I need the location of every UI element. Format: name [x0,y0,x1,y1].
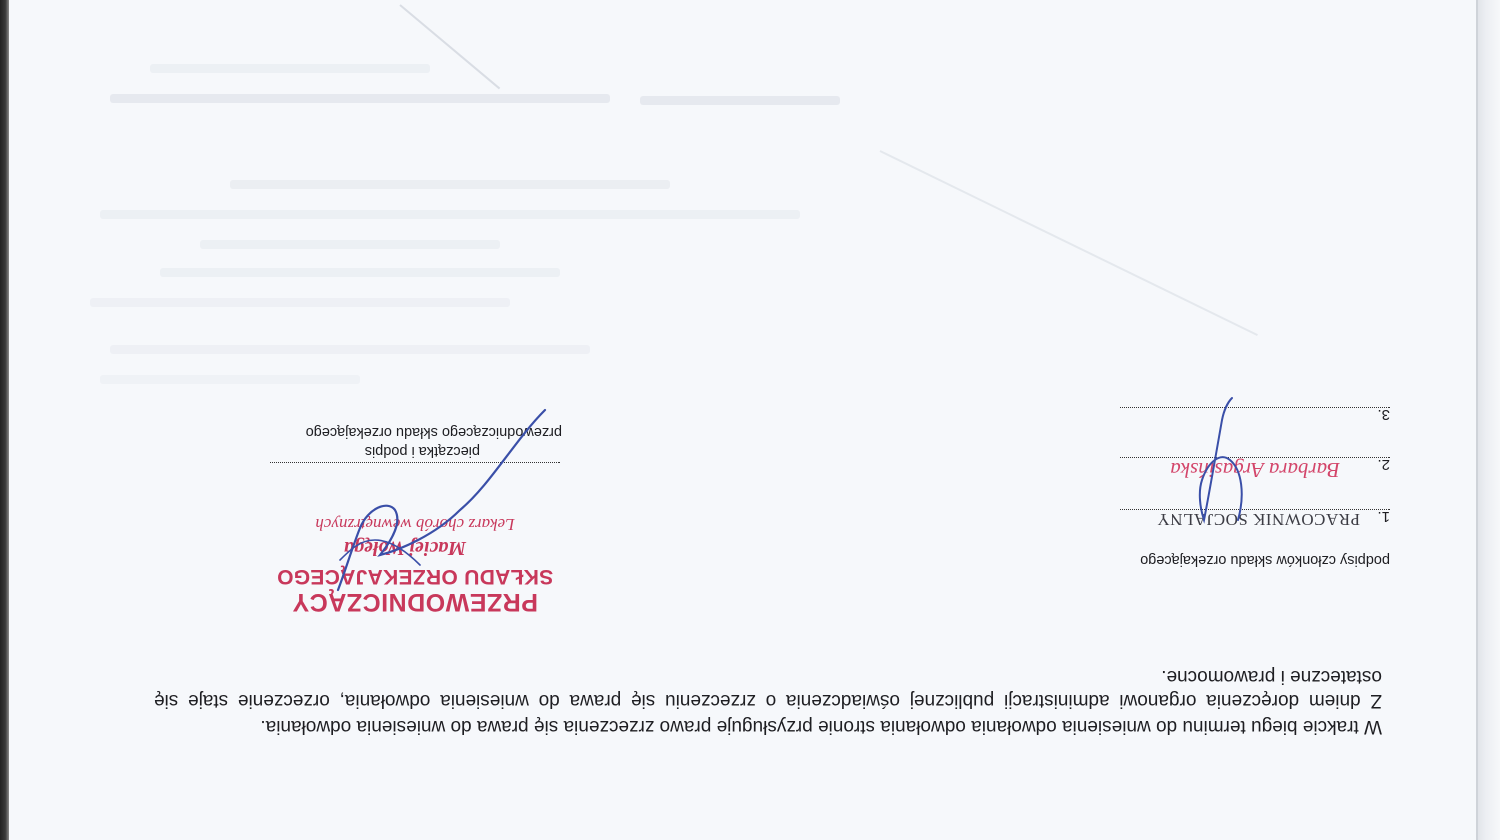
chairman-stamp-title [265,563,565,615]
line-number: 3. [1377,406,1390,423]
stamp-title-line-1: PRZEWODNICZĄCY [292,588,538,616]
members-signatures-label: podpisy członków składu orzekającego [1140,552,1390,568]
chairman-name-stamp: Maciej Wołęga [343,537,467,559]
chairman-caption-line-1: pieczątka i podpis [364,443,480,459]
line-number: 2. [1377,456,1390,473]
chairman-caption-line-2: przewodniczącego składu orzekającego [305,424,562,440]
member-signature-line-3 [1120,407,1390,428]
chairman-specialty-stamp: Lekarz chorób wewnętrznych [315,515,515,534]
paragraph-waiver-effect: Z dniem doręczenia organowi administracji publicznej oświadczenia o zrzeczeniu się prawa do wniesienia odwołania, orzeczenie staje się ostateczne i prawomocne. [154,666,1382,711]
chairman-signature-line [270,462,560,463]
social-worker-stamp: PRACOWNIK SOCJALNY [1156,510,1360,529]
line-number: 1. [1377,508,1390,525]
member-name-stamp: Barbara Argasińska [1170,458,1340,482]
stamp-title-line-2: SKŁADU ORZEKAJĄCEGO [276,565,554,588]
paragraph-appeal-right: W trakcie biegu terminu do wniesienia odwołania odwołania stronie przysługuje prawo zrzeczenia się prawa do wniesienia odwołania. [260,716,1382,737]
